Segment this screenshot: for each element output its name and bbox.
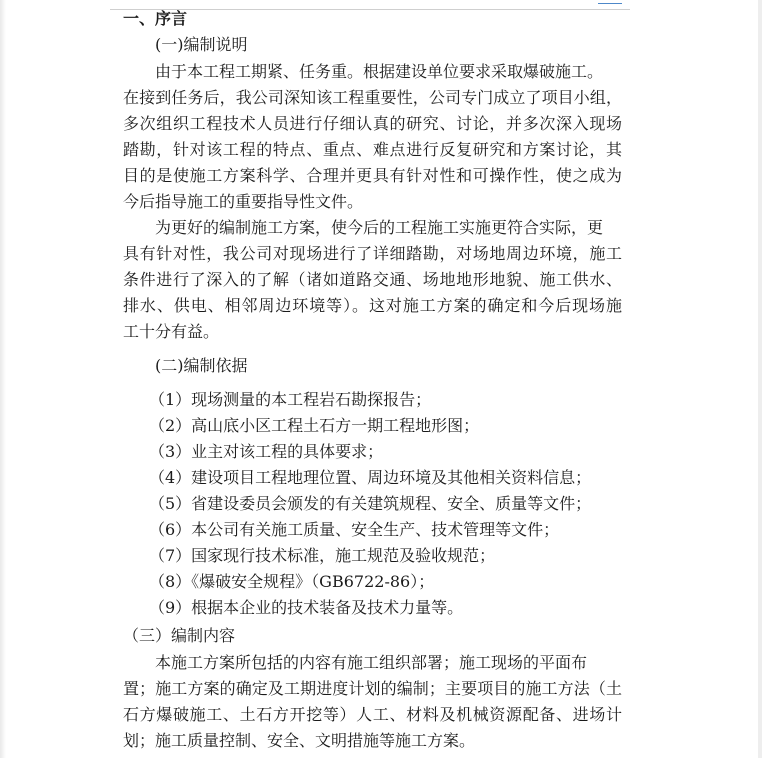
page-header-rule <box>110 0 630 10</box>
basis-list-item: （8）《爆破安全规程》（GB6722-86）； <box>149 572 435 591</box>
page-left-edge <box>0 0 6 758</box>
basis-list-item: （1）现场测量的本工程岩石勘探报告； <box>149 390 432 409</box>
paragraph-line: 石方爆破施工、土石方开挖等）人工、材料及机械资源配备、进场计 <box>123 705 622 724</box>
paragraph-line: 条件进行了深入的了解（诸如道路交通、场地地形地貌、施工供水、 <box>123 270 622 289</box>
paragraph-line: 踏勘，针对该工程的特点、重点、难点进行反复研究和方案讨论，其 <box>123 140 622 159</box>
basis-list-item: （5）省建设委员会颁发的有关建筑规程、安全、质量等文件； <box>149 494 592 513</box>
basis-list-item: （9）根据本企业的技术装备及技术力量等。 <box>149 598 464 617</box>
subsection-heading-2: (二)编制依据 <box>155 356 248 375</box>
basis-list-item: （4）建设项目工程地理位置、周边环境及其他相关资料信息； <box>149 468 592 487</box>
paragraph-line: 在接到任务后，我公司深知该工程重要性，公司专门成立了项目小组， <box>123 88 622 107</box>
basis-list-item: （2）高山底小区工程土石方一期工程地形图； <box>149 416 480 435</box>
paragraph-line: 本施工方案所包括的内容有施工组织部署；施工现场的平面布 <box>155 653 588 672</box>
paragraph-line: 今后指导施工的重要指导性文件。 <box>123 192 364 211</box>
subsection-heading-3: （三）编制内容 <box>123 626 236 645</box>
selection-mark <box>598 0 622 4</box>
section-heading: 一、序言 <box>123 9 188 28</box>
paragraph-line: 划；施工质量控制、安全、文明措施等施工方案。 <box>123 731 476 750</box>
page-right-edge <box>758 0 762 758</box>
basis-list-item: （6）本公司有关施工质量、安全生产、技术管理等文件； <box>149 520 560 539</box>
paragraph-line: 工十分有益。 <box>123 322 220 341</box>
basis-list-item: （7）国家现行技术标准，施工规范及验收规范； <box>149 546 496 565</box>
paragraph-line: 具有针对性，我公司对现场进行了详细踏勘，对场地周边环境，施工 <box>123 244 622 263</box>
basis-list-item: （3）业主对该工程的具体要求； <box>149 442 384 461</box>
subsection-heading-1: (一)编制说明 <box>155 35 248 54</box>
paragraph-line: 排水、供电、相邻周边环境等）。这对施工方案的确定和今后现场施 <box>123 296 622 315</box>
paragraph-line: 为更好的编制施工方案，使今后的工程施工实施更符合实际，更 <box>155 218 604 237</box>
paragraph-line: 多次组织工程技术人员进行仔细认真的研究、讨论，并多次深入现场 <box>123 114 622 133</box>
paragraph-line: 目的是使施工方案科学、合理并更具有针对性和可操作性，使之成为 <box>123 166 622 185</box>
paragraph-line: 置；施工方案的确定及工期进度计划的编制；主要项目的施工方法（土 <box>123 679 622 698</box>
paragraph-line: 由于本工程工期紧、任务重。根据建设单位要求采取爆破施工。 <box>155 62 604 81</box>
